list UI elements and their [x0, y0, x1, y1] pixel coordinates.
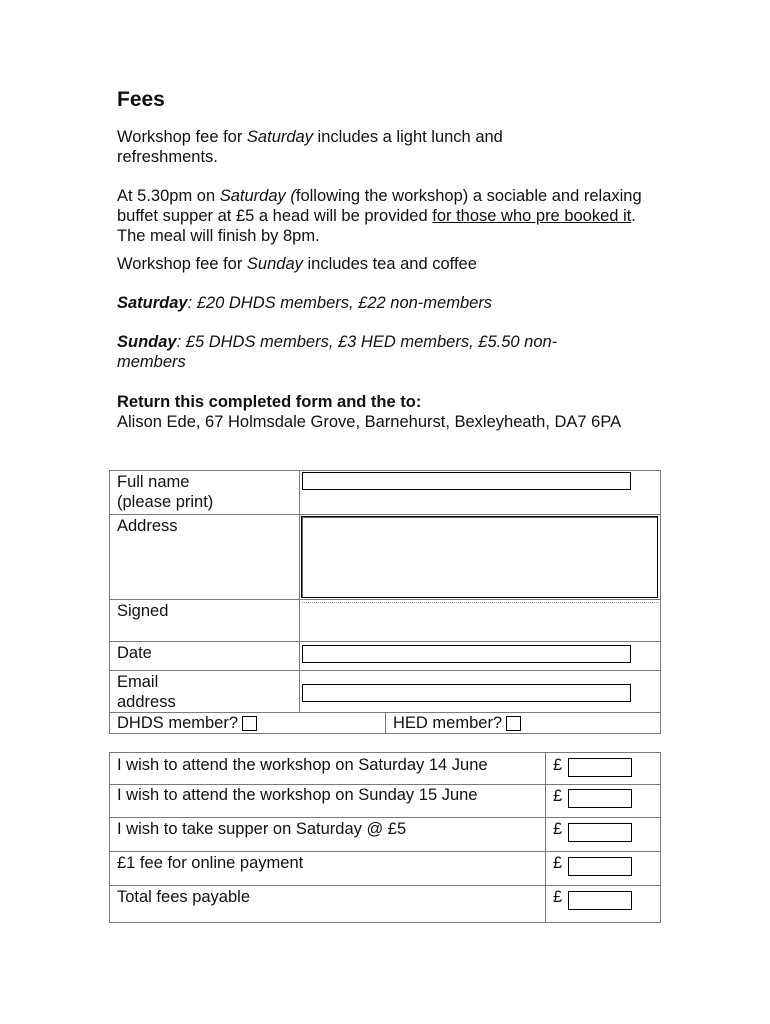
dhds-member-checkbox[interactable] — [242, 716, 257, 731]
fee-row-label: I wish to take supper on Saturday @ £5 — [117, 820, 407, 838]
return-title: Return this completed form and the to: — [117, 393, 422, 411]
fee-row-label: £1 fee for online payment — [117, 854, 304, 872]
intro-paragraph-saturday: Workshop fee for Saturday includes a light lunch and refreshments. — [117, 128, 503, 166]
sunday-fee-input[interactable] — [568, 789, 632, 808]
fee-row-label: I wish to attend the workshop on Saturday 14 June — [117, 756, 488, 774]
signed-label: Signed — [117, 602, 169, 620]
full-name-input[interactable] — [302, 472, 631, 490]
email-label: Email address — [117, 673, 176, 711]
supper-fee-input[interactable] — [568, 823, 632, 842]
personal-details-table — [109, 470, 661, 734]
full-name-label: Full name (please print) — [117, 473, 214, 511]
fee-row-label: Total fees payable — [117, 888, 251, 906]
email-input[interactable] — [302, 684, 631, 702]
currency-symbol: £ — [553, 888, 563, 906]
address-label: Address — [117, 517, 178, 535]
date-input[interactable] — [302, 645, 631, 663]
intro-paragraph-supper: At 5.30pm on Saturday (following the workshop) a sociable and relaxing buffet supper at £5 a head will be provided for those who pre booked it. The meal will finish by 8pm. — [117, 187, 642, 245]
page-title: Fees — [117, 88, 165, 111]
hed-member-checkbox[interactable] — [506, 716, 521, 731]
hed-member-label: HED member? — [393, 714, 503, 732]
online-payment-fee-input[interactable] — [568, 857, 632, 876]
intro-paragraph-sunday: Workshop fee for Sunday includes tea and coffee — [117, 255, 477, 273]
total-fees-input[interactable] — [568, 891, 632, 910]
currency-symbol: £ — [553, 854, 563, 872]
currency-symbol: £ — [553, 820, 563, 838]
signature-area[interactable] — [302, 602, 659, 604]
return-address: Alison Ede, 67 Holmsdale Grove, Barnehurst, Bexleyheath, DA7 6PA — [117, 413, 622, 431]
dhds-member-field — [117, 713, 257, 733]
fee-row-label: I wish to attend the workshop on Sunday 15 June — [117, 786, 478, 804]
dhds-member-label: DHDS member? — [117, 714, 239, 732]
date-label: Date — [117, 644, 152, 662]
address-input[interactable] — [301, 516, 658, 598]
fees-table — [109, 752, 661, 923]
saturday-fee-input[interactable] — [568, 758, 632, 777]
price-saturday: Saturday: £20 DHDS members, £22 non-members — [117, 294, 493, 312]
hed-member-field — [393, 713, 521, 733]
price-sunday: Sunday: £5 DHDS members, £3 HED members, £5.50 non-members — [117, 333, 558, 371]
currency-symbol: £ — [553, 787, 563, 805]
currency-symbol: £ — [553, 756, 563, 774]
